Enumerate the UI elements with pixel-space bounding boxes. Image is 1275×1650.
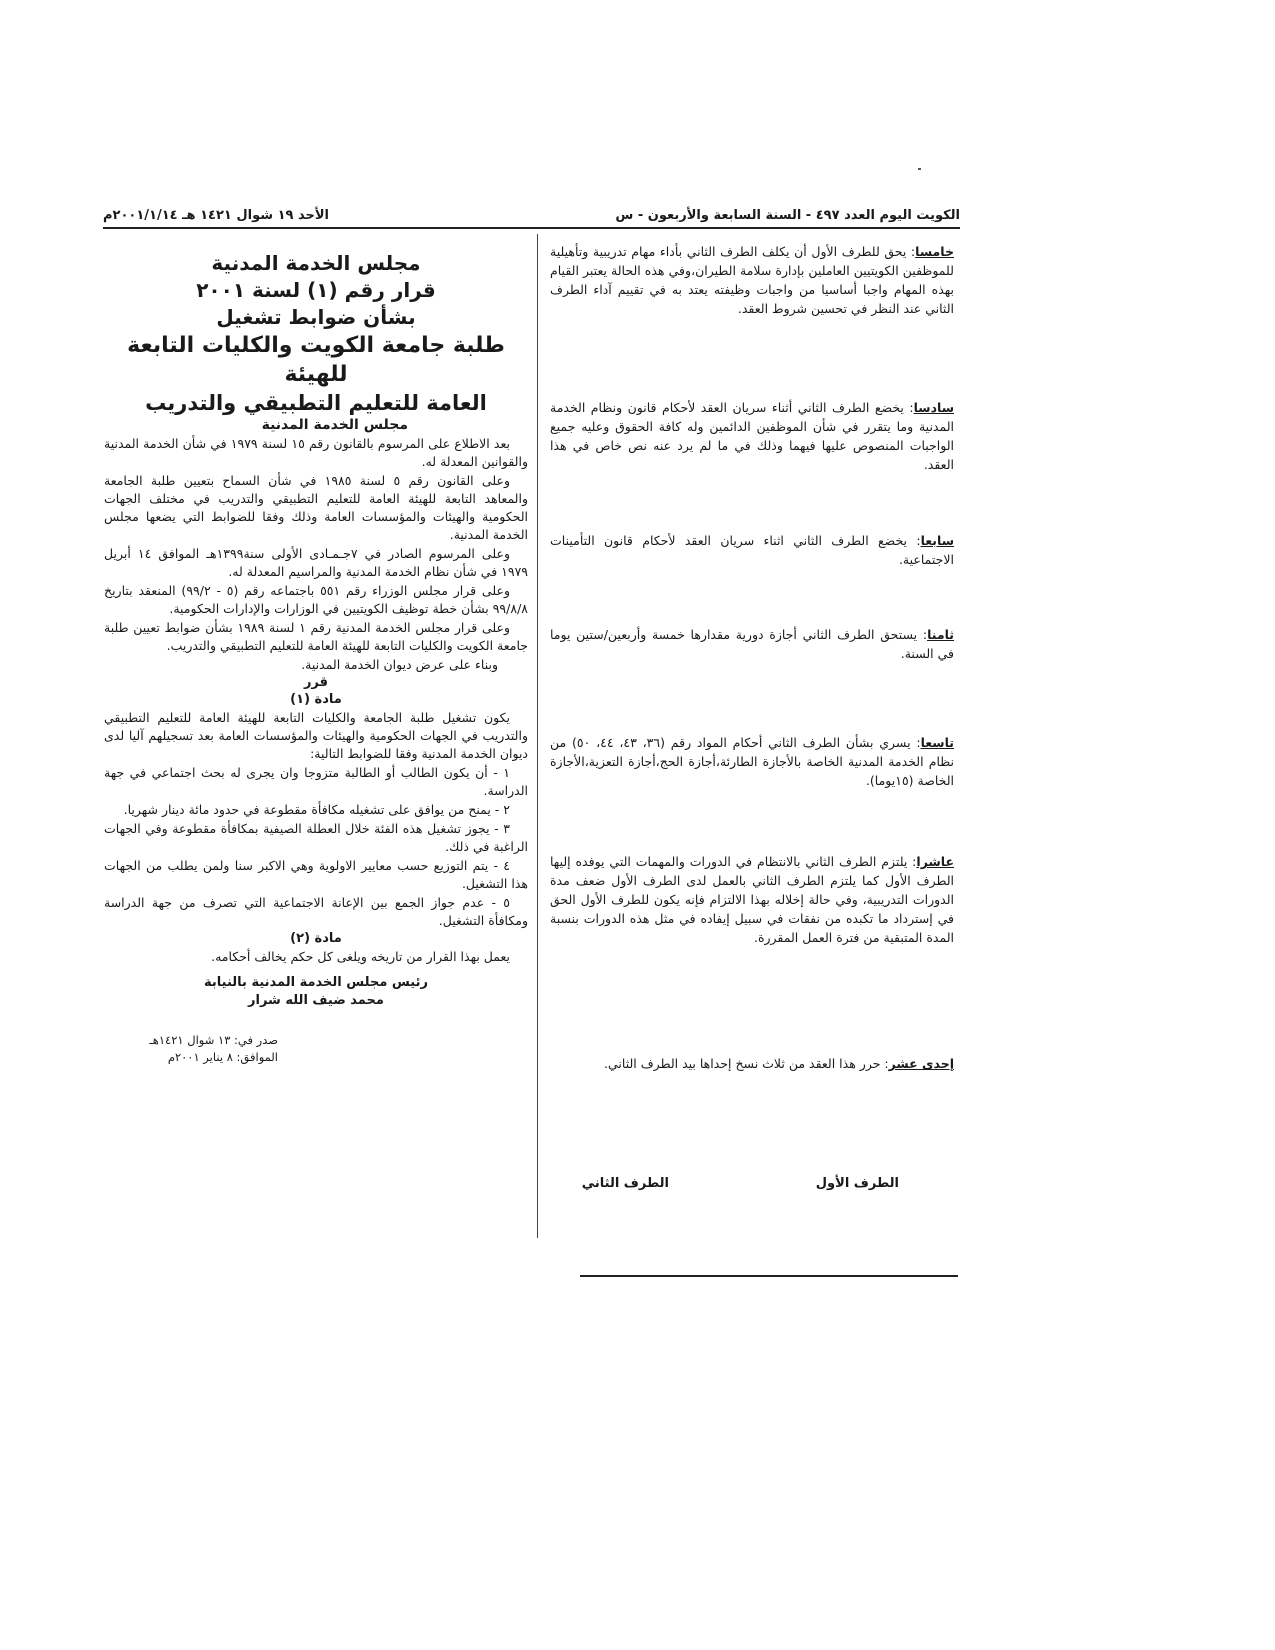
issued-equivalent-date: الموافق: ٨ يناير ٢٠٠١م — [167, 1050, 278, 1064]
contract-clause-6 — [550, 398, 954, 474]
article-1-heading: مادة (١) — [290, 692, 342, 707]
contract-clause-5 — [550, 242, 954, 318]
decision-subject-2: طلبة جامعة الكويت والكليات التابعة للهيئة — [127, 333, 505, 387]
clause-lead: عاشرا — [916, 854, 954, 869]
contract-clause-11 — [550, 1054, 954, 1073]
clause-lead: ثامنا — [927, 627, 954, 642]
header-rule — [103, 227, 960, 229]
clause-text: : يحق للطرف الأول أن يكلف الطرف الثاني بأداء مهام تدريبية وتأهيلية للموظفين الكويتيين العاملين بإدارة سلامة الطيران،وفي هذه الحالة يعتبر القيام بهذه المهام واجبا أساسيا من واجبات وظيفته يعتد به في تقييم آداء الطرف الثاني عند النظر في تحسين شروط العقد. — [550, 244, 954, 316]
preamble-paragraph: وبناء على عرض ديوان الخدمة المدنية. — [301, 657, 498, 672]
contract-clause-8 — [550, 625, 954, 663]
signer-title: رئيس مجلس الخدمة المدنية بالنيابة — [204, 975, 428, 990]
preamble-paragraph: بعد الاطلاع على المرسوم بالقانون رقم ١٥ لسنة ١٩٧٩ في شأن الخدمة المدنية والقوانين المعدلة له. — [104, 436, 528, 469]
contract-clause-10 — [550, 852, 954, 947]
clause-text: : يسري بشأن الطرف الثاني أحكام المواد رقم (٣٦، ٤٣، ٤٤، ٥٠) من نظام الخدمة المدنية الخاصة بالأجازة الطارئة،أجازة الحج،أجازة التعزية،الأجازة الخاصة (١٥يوما). — [550, 735, 954, 788]
clause-text: : يخضع الطرف الثاني أثناء سريان العقد لأحكام قانون ونظام الخدمة المدنية وما يتقرر في شأن الموظفين الدائمين وله كافة الحقوق وعليه جميع الواجبات المنصوص عليها فيهما وذلك في ما لم يرد عنه نص خاص في هذا العقد. — [550, 400, 954, 472]
issued-block — [104, 1032, 528, 1066]
signer-name: محمد ضيف الله شرار — [248, 993, 384, 1008]
issuer-line: مجلس الخدمة المدنية — [261, 417, 408, 433]
clause-text: : يخضع الطرف الثاني اثناء سريان العقد لأحكام قانون التأمينات الاجتماعية. — [550, 533, 954, 567]
header-issue: الكويت اليوم العدد ٤٩٧ - السنة السابعة والأربعون - س — [615, 208, 960, 223]
contract-signatures — [550, 1176, 954, 1198]
preamble-paragraph: وعلى قرار مجلس الخدمة المدنية رقم ١ لسنة ١٩٨٩ بشأن ضوابط تعيين طلبة جامعة الكويت والكليات التابعة للهيئة العامة للتعليم التطبيقي والتدريب. — [104, 620, 528, 653]
page-header — [103, 206, 960, 228]
decision-council-title: مجلس الخدمة المدنية — [211, 251, 421, 275]
preamble-paragraph: وعلى قرار مجلس الوزراء رقم ٥٥١ باجتماعه رقم (٥ - ٩٩/٢) المنعقد بتاريخ ٩٩/٨/٨ بشأن خطة توظيف الكويتيين في الوزارات والإدارات الحكومية. — [104, 583, 528, 616]
article-1-text: يكون تشغيل طلبة الجامعة والكليات التابعة للهيئة العامة للتعليم التطبيقي والتدريب في الجهات الحكومية والهيئات والمؤسسات العامة بعد تسجيلهم آليا لدى ديوان الخدمة المدنية وفقا للضوابط التالية: — [104, 710, 528, 761]
condition-item: ٥ - عدم جواز الجمع بين الإعانة الاجتماعية التي تصرف من جهة الدراسة ومكافأة التشغيل. — [104, 895, 528, 928]
preamble-paragraph: وعلى القانون رقم ٥ لسنة ١٩٨٥ في شأن السماح بتعيين طلبة الجامعة والمعاهد التابعة للهيئة العامة للتعليم التطبيقي والتدريب في مختلف الجهات الحكومية والهيئات والمؤسسات العامة وذلك وفقا للضوابط التي يضعها مجلس الخدمة المدنية. — [104, 473, 528, 542]
condition-item: ٣ - يجوز تشغيل هذه الفئة خلال العطلة الصيفية بمكافأة مقطوعة وفي الجهات الراغبة في ذلك. — [104, 821, 528, 854]
condition-item: ٤ - يتم التوزيع حسب معايير الاولوية وهي الاكبر سنا ولمن يطلب من الجهات هذا التشغيل. — [104, 858, 528, 891]
clause-text: : حرر هذا العقد من ثلاث نسخ إحداها بيد الطرف الثاني. — [604, 1056, 889, 1071]
decision-subject-1: بشأن ضوابط تشغيل — [216, 305, 416, 329]
article-2-heading: مادة (٢) — [290, 931, 342, 946]
second-party-label: الطرف الثاني — [581, 1176, 669, 1191]
scan-speck — [918, 168, 921, 170]
clause-lead: إحدى عشر — [888, 1056, 954, 1071]
contract-clause-7 — [550, 531, 954, 569]
condition-item: ٢ - يمنح من يوافق على تشغيله مكافأة مقطوعة في حدود مائة دينار شهريا. — [123, 802, 510, 817]
decided-heading: قرر — [303, 675, 329, 690]
clause-lead: سادسا — [913, 400, 954, 415]
bottom-rule — [580, 1275, 958, 1277]
decision-subject-3: العامة للتعليم التطبيقي والتدريب — [145, 391, 487, 415]
decision-number: قرار رقم (١) لسنة ٢٠٠١ — [196, 278, 436, 302]
article-2-text: يعمل بهذا القرار من تاريخه ويلغى كل حكم يخالف أحكامه. — [211, 949, 510, 964]
header-date: الأحد ١٩ شوال ١٤٢١ هـ ٢٠٠١/١/١٤م — [103, 208, 329, 223]
preamble-paragraph: وعلى المرسوم الصادر في ٧جـمـادى الأولى سنة١٣٩٩هـ الموافق ١٤ أبريل ١٩٧٩ في شأن نظام الخدمة المدنية والمراسيم المعدلة له. — [104, 546, 528, 579]
clause-text: : يستحق الطرف الثاني أجازة دورية مقدارها خمسة وأربعين/ستين يوما في السنة. — [550, 627, 954, 661]
clause-text: : يلتزم الطرف الثاني بالانتظام في الدورات والمهمات التي يوفده إليها الطرف الأول كما يلتزم الطرف الثاني بالعمل لدى الطرف الأول ضعف مدة الدورات التدريبية، وفي حالة إخلاله بهذا الالتزام فإنه يكون للطرف الأول الحق في إسترداد ما تكبده من نفقات في سبيل إيفاده في مثل هذه الدورات بنسبة المدة المتبقية من فترة العمل المقررة. — [550, 854, 954, 945]
clause-lead: تاسعا — [920, 735, 954, 750]
clause-lead: سابعا — [920, 533, 954, 548]
issued-date: صدر في: ١٣ شوال ١٤٢١هـ — [149, 1033, 278, 1047]
condition-item: ١ - أن يكون الطالب أو الطالبة متزوجا وان يجرى له بحث اجتماعي في جهة الدراسة. — [104, 765, 528, 798]
contract-clause-9 — [550, 733, 954, 790]
column-divider — [537, 234, 538, 1238]
decision-column — [104, 250, 528, 1066]
first-party-label: الطرف الأول — [815, 1176, 899, 1191]
clause-lead: خامسا — [915, 244, 954, 259]
